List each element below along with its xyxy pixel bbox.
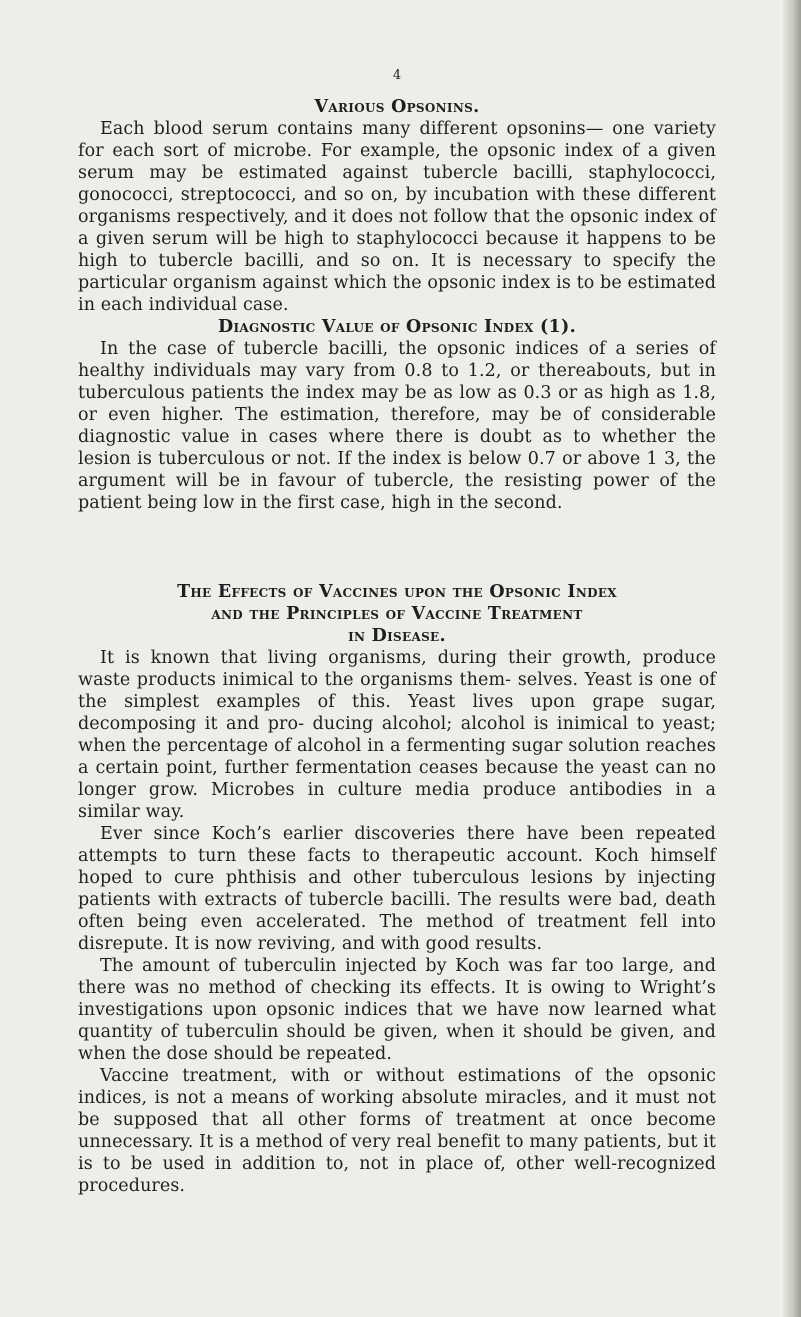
heading-effects-line-2: and the Principles of Vaccine Treatment xyxy=(211,604,583,624)
heading-effects-line-3: in Disease. xyxy=(348,626,446,646)
paragraph-tuberculin: The amount of tuberculin injected by Koch was far too large, and there was no method of checking its effects. It is owing to Wright’s investigations upon opsonic indices that we have now learned what quantity of tuberculin should be given, when it should be given, and when the dose should be repeated. xyxy=(78,956,716,1064)
heading-effects-line-1: The Effects of Vaccines upon the Opsonic Index xyxy=(177,582,617,602)
section-diagnostic-value xyxy=(78,316,716,514)
heading-various-opsonins: Various Opsonins. xyxy=(314,97,480,117)
paragraph-koch: Ever since Koch’s earlier discoveries there have been repeated attempts to turn these facts to therapeutic account. Koch himself hoped to cure phthisis and other tuberculous lesions by injecting patients with extracts of tubercle bacilli. The results were bad, death often being even accelerated. The method of treatment fell into disrepute. It is now reviving, and with good results. xyxy=(78,824,716,954)
paragraph-yeast: It is known that living organisms, during their growth, produce waste products inimical to the organisms them- selves. Yeast is one of the simplest examples of this. Yeast lives upon grape sugar, decomposing it and pro- ducing alcohol; alcohol is inimical to yeast; when the percentage of alcohol in a fermenting sugar solution reaches a certain point, further fermentation ceases because the yeast can no longer grow. Microbes in culture media produce antibodies in a similar way. xyxy=(78,648,716,822)
heading-diagnostic-value: Diagnostic Value of Opsonic Index (1). xyxy=(217,317,576,337)
section-effects-of-vaccines xyxy=(78,581,716,1197)
paragraph-vaccine-treatment: Vaccine treatment, with or without estimations of the opsonic indices, is not a means of working absolute miracles, and it must not be supposed that all other forms of treatment at once become unnecessary. It is a method of very real benefit to many patients, but it is to be used in addition to, not in place of, other well-recognized procedures. xyxy=(78,1066,716,1196)
paragraph-various-opsonins: Each blood serum contains many different opsonins— one variety for each sort of microbe. For example, the opsonic index of a given serum may be estimated against tubercle bacilli, staphylococci, gonococci, streptococci, and so on, by incubation with these different organisms respectively, and it does not follow that the opsonic index of a given serum will be high to staphylococci because it happens to be high to tubercle bacilli, and so on. It is necessary to specify the particular organism against which the opsonic index is to be estimated in each individual case. xyxy=(78,119,716,315)
page-number: 4 xyxy=(392,68,402,83)
section-various-opsonins xyxy=(78,96,716,316)
paragraph-diagnostic-value: In the case of tubercle bacilli, the opsonic indices of a series of healthy individuals may vary from 0.8 to 1.2, or thereabouts, but in tuberculous patients the index may be as low as 0.3 or as high as 1.8, or even higher. The estimation, therefore, may be of considerable diagnostic value in cases where there is doubt as to whether the lesion is tuberculous or not. If the index is below 0.7 or above 1 3, the argument will be in favour of tubercle, the resisting power of the patient being low in the first case, high in the second. xyxy=(78,339,716,513)
page-edge-shadow xyxy=(783,0,801,1317)
